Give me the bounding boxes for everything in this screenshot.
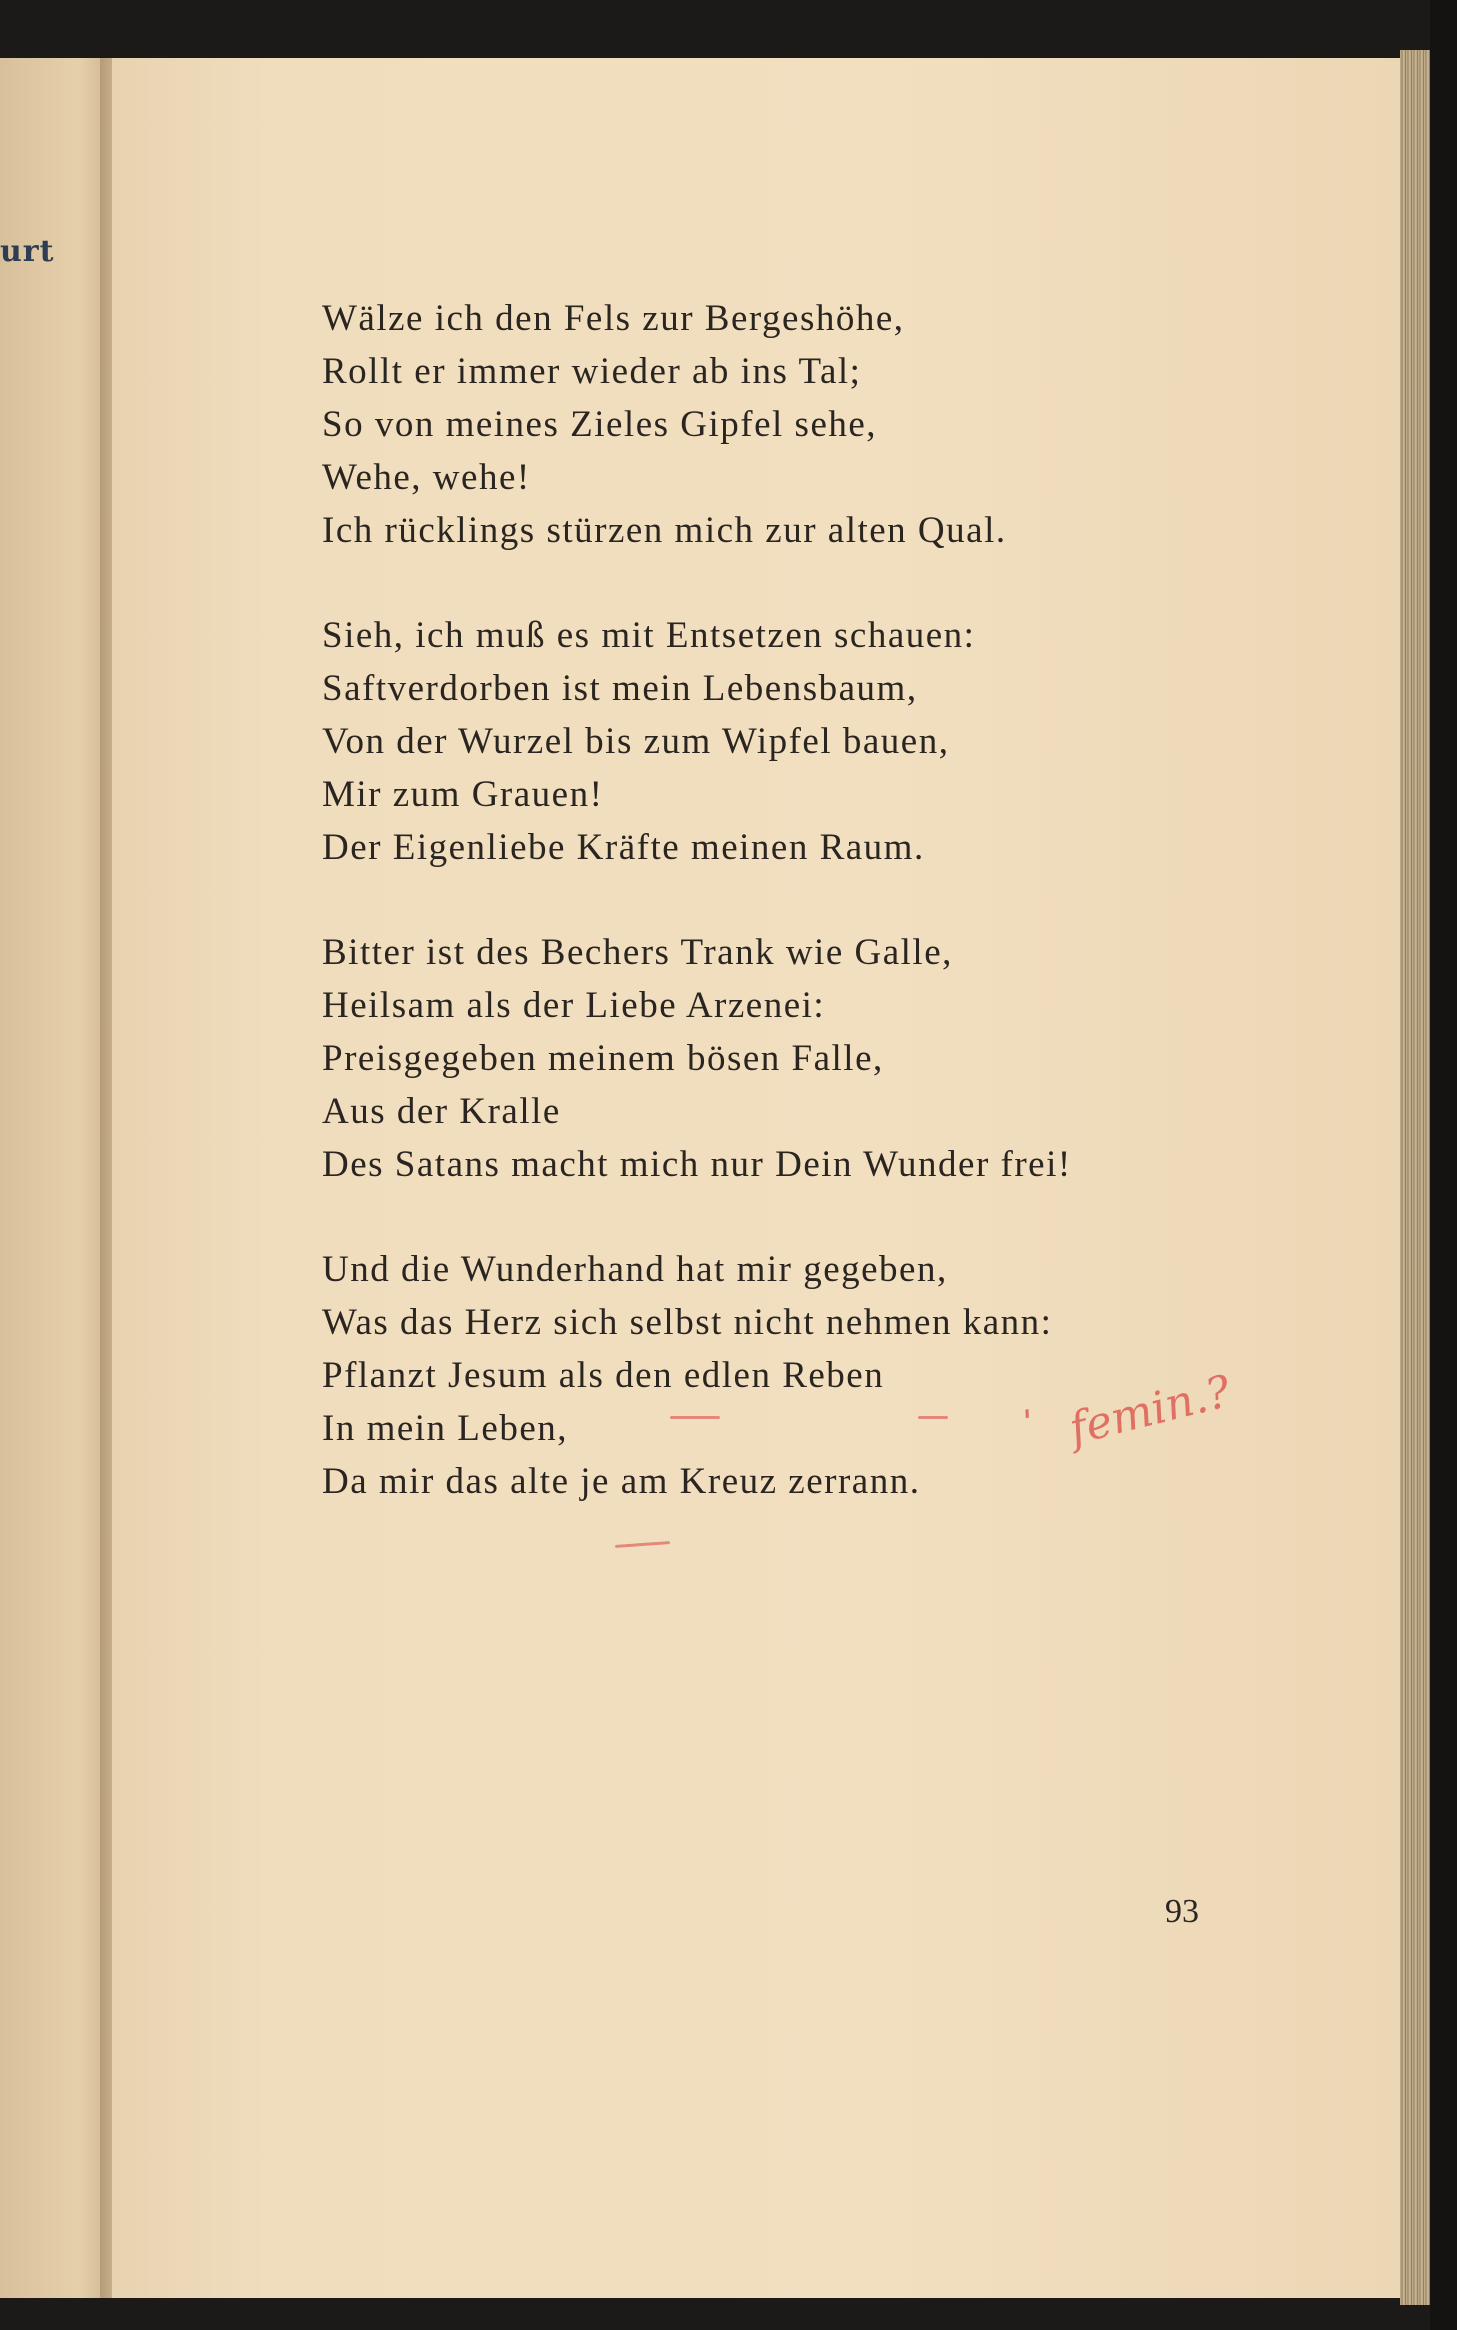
poem-line: Heilsam als der Liebe Arzenei: <box>322 985 826 1026</box>
stanza-4 <box>322 1243 1222 1508</box>
poem-line: Was das Herz sich selbst nicht nehmen kann: <box>322 1302 1053 1343</box>
poem-line: Mir zum Grauen! <box>322 774 604 815</box>
poem-line: Des Satans macht mich nur Dein Wunder frei! <box>322 1144 1072 1185</box>
poem-line: Aus der Kralle <box>322 1091 561 1132</box>
poem-line: Und die Wunderhand hat mir gegeben, <box>322 1249 948 1290</box>
pencil-tick: ˌ <box>1015 1383 1035 1425</box>
margin-annotation: femin.? <box>1064 1365 1236 1456</box>
poem <box>322 292 1222 1560</box>
left-page-fragment: urt <box>0 234 55 269</box>
pencil-underline <box>670 1416 720 1419</box>
poem-line: In mein Leben, <box>322 1408 568 1449</box>
page-number: 93 <box>1165 1893 1199 1930</box>
poem-line: Wehe, wehe! <box>322 457 531 498</box>
pencil-underline <box>918 1416 948 1419</box>
poem-line: Pflanzt Jesum als den edlen Reben <box>322 1355 885 1396</box>
poem-line: Da mir das alte je am Kreuz zerrann. <box>322 1461 921 1502</box>
background-edge <box>1430 0 1457 2330</box>
poem-line: Preisgegeben meinem bösen Falle, <box>322 1038 884 1079</box>
left-page <box>0 58 112 2298</box>
poem-line: Saftverdorben ist mein Lebensbaum, <box>322 668 918 709</box>
stanza-3 <box>322 926 1222 1191</box>
poem-line: Wälze ich den Fels zur Bergeshöhe, <box>322 298 905 339</box>
poem-line: Der Eigenliebe Kräfte meinen Raum. <box>322 827 925 868</box>
page-edges <box>1400 50 1430 2305</box>
stanza-1 <box>322 292 1222 557</box>
poem-line: Rollt er immer wieder ab ins Tal; <box>322 351 862 392</box>
poem-line: Von der Wurzel bis zum Wipfel bauen, <box>322 721 950 762</box>
poem-line: Sieh, ich muß es mit Entsetzen schauen: <box>322 615 976 656</box>
poem-line: So von meines Zieles Gipfel sehe, <box>322 404 878 445</box>
stanza-2 <box>322 609 1222 874</box>
poem-line: Bitter ist des Bechers Trank wie Galle, <box>322 932 953 973</box>
poem-line: Ich rücklings stürzen mich zur alten Qual. <box>322 510 1007 551</box>
